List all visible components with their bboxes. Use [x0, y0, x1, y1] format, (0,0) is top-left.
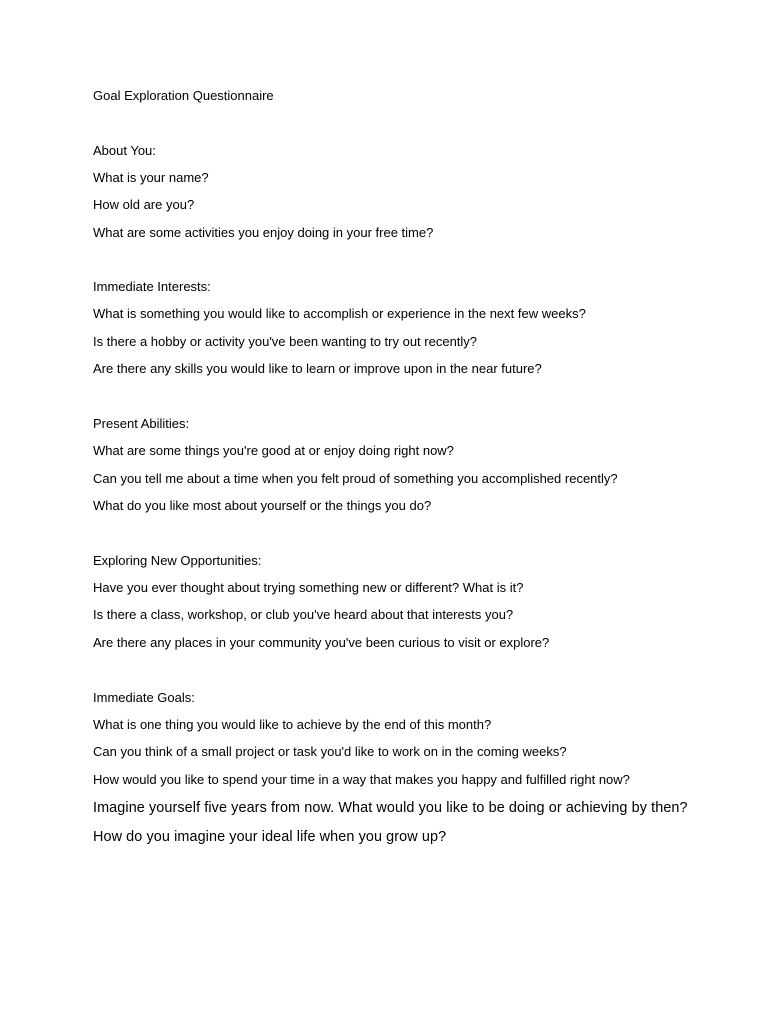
- question-text: Are there any skills you would like to learn or improve upon in the near future?: [93, 361, 542, 376]
- question-text: How old are you?: [93, 197, 195, 212]
- question-text: What are some activities you enjoy doing in your free time?: [93, 225, 434, 240]
- section-heading-present-abilities: Present Abilities:: [93, 416, 190, 431]
- section-heading-about-you: About You:: [93, 143, 156, 158]
- section-heading-immediate-interests: Immediate Interests:: [93, 279, 211, 294]
- question-text: What are some things you're good at or enjoy doing right now?: [93, 443, 454, 458]
- question-text: What do you like most about yourself or the things you do?: [93, 498, 432, 513]
- question-text: What is your name?: [93, 170, 209, 185]
- question-text: Can you think of a small project or task you'd like to work on in the coming weeks?: [93, 744, 567, 759]
- closing-question-text: How do you imagine your ideal life when you grow up?: [93, 829, 447, 845]
- question-text: What is something you would like to accomplish or experience in the next few weeks?: [93, 306, 586, 321]
- question-text: What is one thing you would like to achieve by the end of this month?: [93, 717, 492, 732]
- question-text: Are there any places in your community you've been curious to visit or explore?: [93, 635, 550, 650]
- question-text: How would you like to spend your time in a way that makes you happy and fulfilled right now?: [93, 772, 630, 787]
- document-title: Goal Exploration Questionnaire: [93, 88, 274, 103]
- question-text: Is there a class, workshop, or club you've heard about that interests you?: [93, 607, 514, 622]
- question-text: Is there a hobby or activity you've been wanting to try out recently?: [93, 334, 478, 349]
- question-text: Can you tell me about a time when you felt proud of something you accomplished recently?: [93, 471, 618, 486]
- section-heading-exploring-new-opportunities: Exploring New Opportunities:: [93, 553, 262, 568]
- closing-question-text: Imagine yourself five years from now. What would you like to be doing or achieving by then?: [93, 800, 688, 816]
- question-text: Have you ever thought about trying something new or different? What is it?: [93, 580, 524, 595]
- section-heading-immediate-goals: Immediate Goals:: [93, 690, 195, 705]
